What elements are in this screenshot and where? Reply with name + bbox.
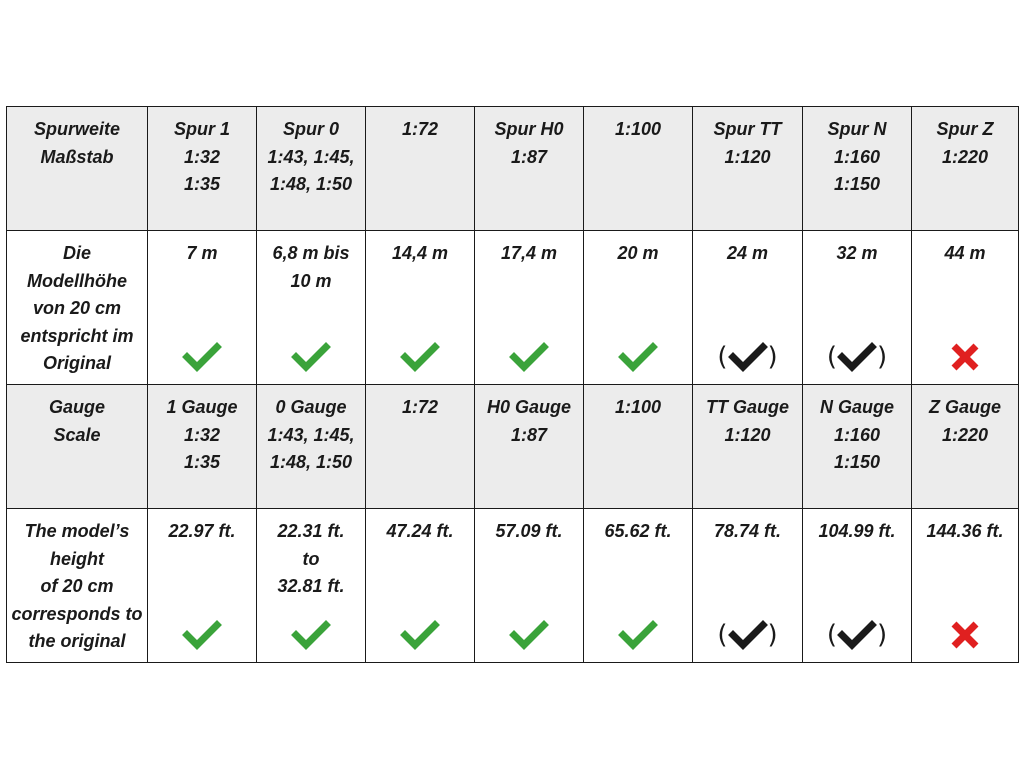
scale-cell <box>803 107 912 231</box>
cell-text-line: corresponds to <box>11 603 143 624</box>
cell-text-line: 17,4 m <box>500 243 558 263</box>
scale-cell <box>148 107 257 231</box>
red-cross-icon <box>912 620 1018 650</box>
cell-text-line: 57.09 ft. <box>495 521 563 541</box>
cell-text-line: 1:32 <box>183 424 221 445</box>
green-checkmark-icon <box>475 620 583 650</box>
cell-text-line: Modellhöhe <box>27 270 127 291</box>
height-cell <box>148 509 257 663</box>
scale-cell <box>693 107 803 231</box>
height-cell <box>257 509 366 663</box>
cell-text-line: Spur 0 <box>282 119 339 139</box>
cell-text-line: 1:72 <box>401 119 439 139</box>
cell-text-line: height <box>50 548 104 569</box>
height-cell <box>912 509 1019 663</box>
cell-text-line: 1:120 <box>724 424 771 445</box>
cell-text-line: Spur 1 <box>173 119 230 139</box>
cell-text-line: to <box>302 548 320 569</box>
cell-text-line: 7 m <box>186 243 218 263</box>
height-cell <box>803 231 912 385</box>
cell-text-line: the original <box>28 631 126 651</box>
cell-text-line: 10 m <box>290 270 332 291</box>
cell-text-line: 1:72 <box>401 397 439 417</box>
cell-text-line: 47.24 ft. <box>386 521 454 541</box>
scale-header-row <box>7 385 1019 509</box>
green-checkmark-icon <box>366 342 474 372</box>
cell-text-line: 20 m <box>617 243 659 263</box>
cell-text-line: 1:32 <box>183 146 221 167</box>
cell-text-line: Spur N <box>827 119 887 139</box>
scale-cell <box>803 385 912 509</box>
cell-text-line: 22.31 ft. <box>277 521 345 541</box>
cell-text-line: 1:160 <box>833 424 881 445</box>
cell-text-line: Spur Z <box>936 119 994 139</box>
cell-text-line: 1:100 <box>614 397 662 417</box>
green-checkmark-icon <box>257 342 365 372</box>
cell-text-line: Maßstab <box>40 146 114 167</box>
scale-cell <box>693 385 803 509</box>
cell-text-line: entspricht im <box>20 325 134 346</box>
red-cross-icon <box>912 342 1018 372</box>
cell-text-line: 32.81 ft. <box>277 576 345 596</box>
height-cell <box>475 231 584 385</box>
cell-text-line: 1:35 <box>183 174 221 194</box>
cell-text-line: 65.62 ft. <box>604 521 672 541</box>
height-cell <box>912 231 1019 385</box>
height-cell <box>475 509 584 663</box>
green-checkmark-icon <box>366 620 474 650</box>
scale-cell <box>366 107 475 231</box>
row-label-cell <box>7 107 148 231</box>
cell-text-line: 78.74 ft. <box>713 521 782 541</box>
green-checkmark-icon <box>148 620 256 650</box>
cell-text-line: 1:220 <box>941 424 989 445</box>
height-cell <box>257 231 366 385</box>
height-cell <box>584 509 693 663</box>
scale-header-row <box>7 107 1019 231</box>
scale-cell <box>475 107 584 231</box>
scale-cell <box>912 107 1019 231</box>
green-checkmark-icon <box>475 342 583 372</box>
model-height-row <box>7 509 1019 663</box>
height-cell <box>366 231 475 385</box>
cell-text-line: 14,4 m <box>391 243 449 263</box>
cell-text-line: 32 m <box>836 243 878 263</box>
cell-text-line: 6,8 m bis <box>272 243 350 263</box>
cell-text-line: 1:35 <box>183 452 221 472</box>
height-cell <box>584 231 693 385</box>
parenthesized-black-checkmark-icon: ( ) <box>826 620 888 650</box>
cell-text-line: 1:100 <box>614 119 662 139</box>
parenthesized-black-checkmark-icon: ( ) <box>717 620 778 650</box>
cell-text-line: 1:220 <box>941 146 989 167</box>
scale-cell <box>584 385 693 509</box>
cell-text-line: 1:48, 1:50 <box>269 174 353 194</box>
scale-comparison-table <box>6 106 1019 663</box>
model-height-row <box>7 231 1019 385</box>
cell-text-line: 44 m <box>944 243 986 263</box>
parenthesized-black-checkmark-icon: ( ) <box>826 342 888 372</box>
scale-cell <box>475 385 584 509</box>
cell-text-line: of 20 cm <box>40 576 114 596</box>
height-cell <box>366 509 475 663</box>
scale-cell <box>257 385 366 509</box>
cell-text-line: 104.99 ft. <box>818 521 896 541</box>
cell-text-line: 1:87 <box>510 424 548 445</box>
cell-text-line: 1:150 <box>833 452 881 472</box>
height-cell <box>693 231 803 385</box>
cell-text-line: 1:87 <box>510 146 548 167</box>
cell-text-line: Z Gauge <box>928 397 1001 417</box>
green-checkmark-icon <box>148 342 256 372</box>
scale-cell <box>148 385 257 509</box>
cell-text-line: Die <box>62 243 91 263</box>
cell-text-line: 1:160 <box>833 146 881 167</box>
green-checkmark-icon <box>257 620 365 650</box>
cell-text-line: Original <box>42 353 111 373</box>
cell-text-line: 1:48, 1:50 <box>269 452 353 472</box>
cell-text-line: 1:43, 1:45, <box>267 424 355 445</box>
height-cell <box>803 509 912 663</box>
green-checkmark-icon <box>584 342 692 372</box>
cell-text-line: 1:43, 1:45, <box>267 146 355 167</box>
cell-text-line: H0 Gauge <box>486 397 572 417</box>
height-cell <box>693 509 803 663</box>
scale-cell <box>584 107 693 231</box>
cell-text-line: Spur TT <box>713 119 782 139</box>
cell-text-line: Spurweite <box>33 119 121 139</box>
row-label-cell <box>7 385 148 509</box>
cell-text-line: 144.36 ft. <box>926 521 1004 541</box>
green-checkmark-icon <box>584 620 692 650</box>
cell-text-line: Spur H0 <box>494 119 564 139</box>
cell-text-line: 1:120 <box>724 146 771 167</box>
scale-cell <box>912 385 1019 509</box>
cell-text-line: 1 Gauge <box>166 397 238 417</box>
row-label-cell <box>7 231 148 385</box>
scale-cell <box>366 385 475 509</box>
row-label-cell <box>7 509 148 663</box>
cell-text-line: TT Gauge <box>705 397 789 417</box>
cell-text-line: Gauge <box>48 397 105 417</box>
parenthesized-black-checkmark-icon: ( ) <box>717 342 778 372</box>
cell-text-line: 24 m <box>726 243 769 263</box>
cell-text-line: 1:150 <box>833 174 881 194</box>
cell-text-line: von 20 cm <box>32 298 122 318</box>
scale-cell <box>257 107 366 231</box>
cell-text-line: 22.97 ft. <box>168 521 236 541</box>
cell-text-line: N Gauge <box>819 397 894 417</box>
cell-text-line: Scale <box>53 424 101 445</box>
height-cell <box>148 231 257 385</box>
cell-text-line: 0 Gauge <box>275 397 347 417</box>
cell-text-line: The model’s <box>24 521 130 541</box>
